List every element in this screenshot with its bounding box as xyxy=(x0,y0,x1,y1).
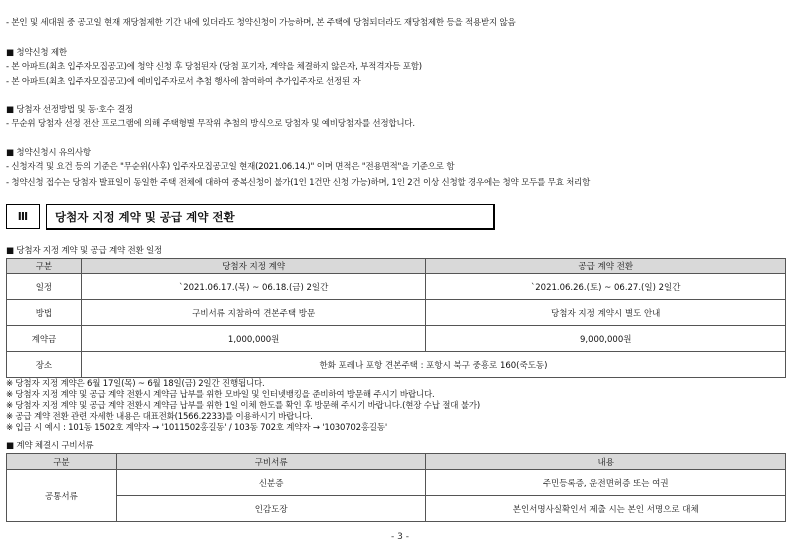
note-line: ※ 당첨자 지정 계약 및 공급 계약 전환시 계약금 납부를 위한 1일 이체 한도를 확인 후 방문해 주시기 바랍니다.(현장 수납 절대 불가) xyxy=(6,401,480,411)
table-row: 방법 구비서류 지참하여 견본주택 방문 당첨자 지정 계약시 별도 안내 xyxy=(7,300,786,326)
section-number: Ⅲ xyxy=(6,204,40,229)
table-row: 장소 한화 포레나 포항 견본주택 : 포항시 북구 중흥로 160(죽도동) xyxy=(7,352,786,378)
section-header xyxy=(6,204,495,229)
table-header: 당첨자 지정 계약 xyxy=(81,259,426,274)
restriction-item: - 본 아파트(최초 입주자모집공고)에 청약 신청 후 당첨된자 (당첨 포기자, 계약을 체결하지 않은자, 부적격자등 포함) xyxy=(6,62,422,72)
caution-heading: ■ 청약신청시 유의사항 xyxy=(6,148,91,158)
selection-item: - 무순위 당첨자 선정 전산 프로그램에 의해 주택형별 무작위 추첨의 방식으로 당첨자 및 예비당첨자를 선정합니다. xyxy=(6,119,415,129)
selection-heading: ■ 당첨자 선정방법 및 동·호수 결정 xyxy=(6,105,133,115)
restriction-heading: ■ 청약신청 제한 xyxy=(6,48,67,58)
note-line: ※ 입금 시 예시 : 101동 1502호 계약자 → '1011502홍길동' / 103동 702호 계약자 → '1030702홍길동' xyxy=(6,423,388,433)
caution-item: - 청약신청 접수는 당첨자 발표일이 동일한 주택 전체에 대하여 중복신청이 불가(1인 1건만 신청 가능)하며, 1인 2건 이상 신청할 경우에는 청약 모두를 무효 처리함 xyxy=(6,178,591,188)
table-row: 일정 `2021.06.17.(목) ~ 06.18.(금) 2일간 `2021.06.26.(토) ~ 06.27.(일) 2일간 xyxy=(7,274,786,300)
table-header: 내용 xyxy=(426,454,786,470)
note-line: ※ 공급 계약 전환 관련 자세한 내용은 대표전화(1566.2233)를 이용하시기 바랍니다. xyxy=(6,412,313,422)
table-row: 공통서류 신분증 주민등록증, 운전면허증 또는 여권 xyxy=(7,470,786,496)
schedule-heading: ■ 당첨자 지정 계약 및 공급 계약 전환 일정 xyxy=(6,246,163,256)
intro-line: - 본인 및 세대원 중 공고일 현재 재당첨제한 기간 내에 있더라도 청약신청이 가능하며, 본 주택에 당첨되더라도 재당첨제한 등을 적용받지 않음 xyxy=(6,18,516,28)
documents-table xyxy=(6,453,786,522)
note-line: ※ 당첨자 지정 계약 및 공급 계약 전환시 계약금 납부를 위한 모바일 및 인터넷뱅킹을 준비하여 방문해 주시기 바랍니다. xyxy=(6,390,435,400)
caution-item: - 신청자격 및 요건 등의 기준은 "무순위(사후) 입주자모집공고일 현재(2021.06.14.)" 이며 면적은 "전용면적"을 기준으로 함 xyxy=(6,162,455,172)
restriction-item: - 본 아파트(최초 입주자모집공고)에 예비입주자로서 추첨 행사에 참여하여 추가입주자로 선정된 자 xyxy=(6,77,361,87)
page-number: - 3 - xyxy=(391,532,409,542)
table-header: 공급 계약 전환 xyxy=(426,259,786,274)
schedule-table xyxy=(6,258,786,378)
section-title: 당첨자 지정 계약 및 공급 계약 전환 xyxy=(46,204,495,230)
group-label: 공통서류 xyxy=(7,470,117,522)
note-line: ※ 당첨자 지정 계약은 6월 17일(목) ~ 6월 18일(금) 2일간 진행됩니다. xyxy=(6,379,265,389)
table-header: 구분 xyxy=(7,454,117,470)
table-row: 인감도장 본인서명사실확인서 제출 시는 본인 서명으로 대체 xyxy=(7,496,786,522)
table-row: 계약금 1,000,000원 9,000,000원 xyxy=(7,326,786,352)
table-header: 구분 xyxy=(7,259,82,274)
table-header: 구비서류 xyxy=(116,454,426,470)
documents-heading: ■ 계약 체결시 구비서류 xyxy=(6,441,94,451)
